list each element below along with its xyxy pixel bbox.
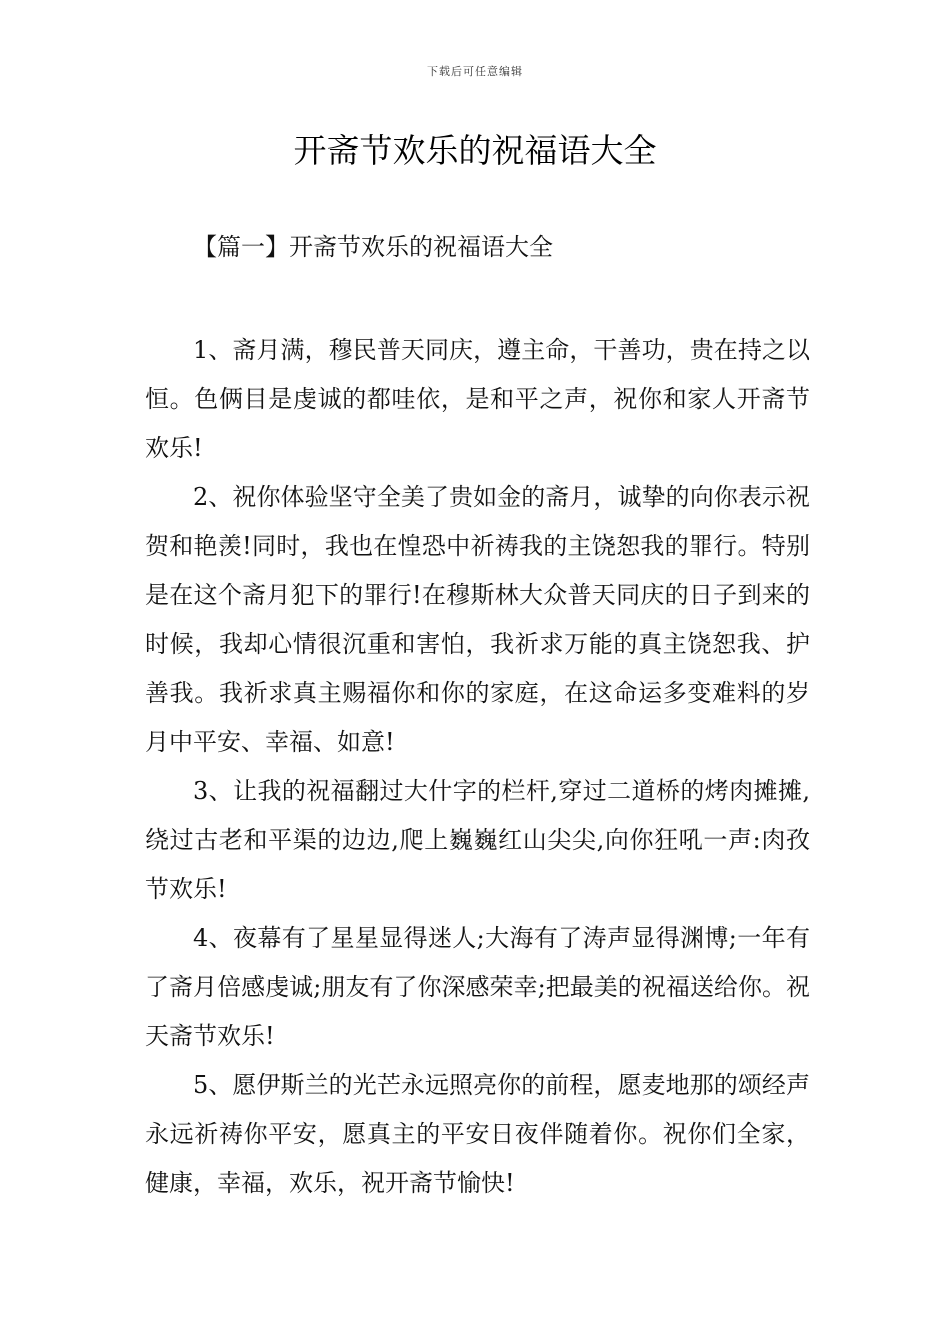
section-heading: 【篇一】开斋节欢乐的祝福语大全 — [193, 233, 553, 261]
paragraph-5: 5、愿伊斯兰的光芒永远照亮你的前程，愿麦地那的颂经声永远祈祷你平安，愿真主的平安日夜伴随着你。祝你们全家，健康，幸福，欢乐，祝开斋节愉快! — [145, 1071, 810, 1197]
header-note: 下载后可任意编辑 — [427, 65, 523, 78]
paragraph-1: 1、斋月满，穆民普天同庆，遵主命，干善功，贵在持之以恒。色俩目是虔诚的都哇依，是和平之声，祝你和家人开斋节欢乐! — [145, 336, 810, 462]
paragraph-4: 4、夜幕有了星星显得迷人;大海有了涛声显得渊博;一年有了斋月倍感虔诚;朋友有了你深感荣幸;把最美的祝福送给你。祝天斋节欢乐! — [145, 924, 810, 1050]
page-title: 开斋节欢乐的祝福语大全 — [293, 131, 657, 170]
paragraph-3: 3、让我的祝福翻过大什字的栏杆,穿过二道桥的烤肉摊摊,绕过古老和平渠的边边,爬上巍巍红山尖尖,向你狂吼一声:肉孜节欢乐! — [145, 777, 810, 903]
article-body — [145, 326, 810, 1208]
paragraph-2: 2、祝你体验坚守全美了贵如金的斋月，诚挚的向你表示祝贺和艳羡!同时，我也在惶恐中祈祷我的主饶恕我的罪行。特别是在这个斋月犯下的罪行!在穆斯林大众普天同庆的日子到来的时候，我却心情很沉重和害怕，我祈求万能的真主饶恕我、护善我。我祈求真主赐福你和你的家庭，在这命运多变难料的岁月中平安、幸福、如意! — [145, 483, 810, 756]
